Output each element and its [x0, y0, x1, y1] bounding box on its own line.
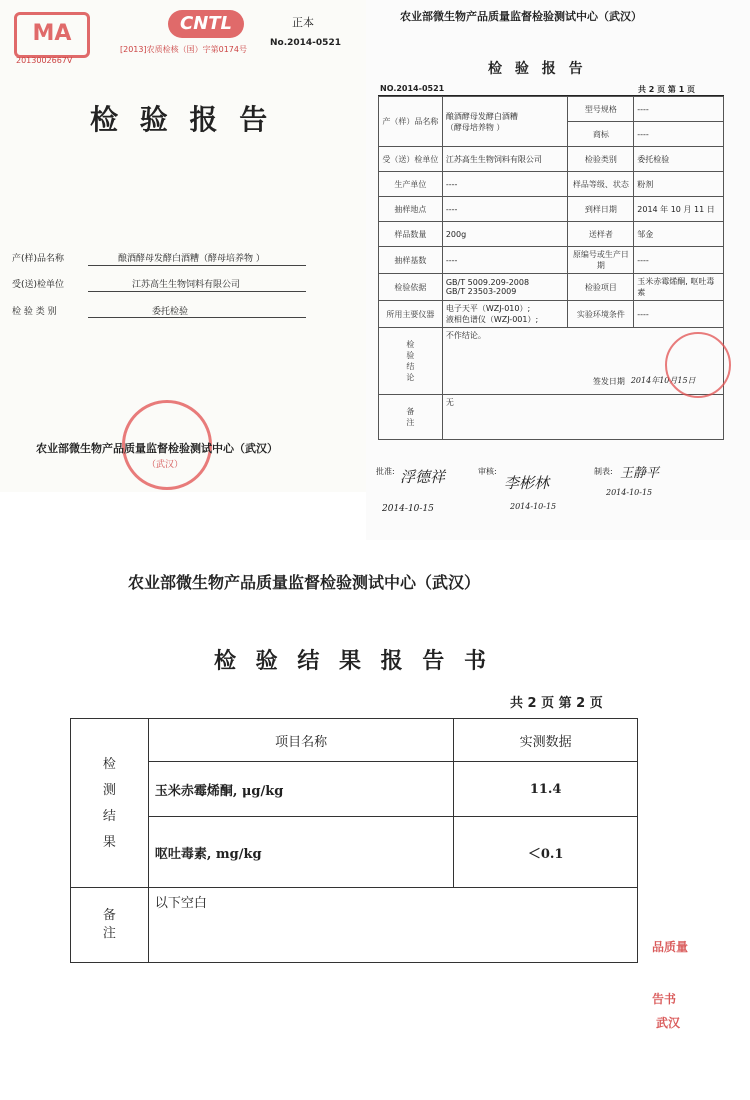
batch-value: ---- [634, 247, 724, 274]
env-label: 实验环境条件 [568, 301, 634, 328]
cover-title: 检 验 报 告 [90, 103, 274, 136]
cover-page [0, 0, 366, 492]
page1-stamp [665, 332, 731, 398]
official-stamp: （武汉） [122, 400, 212, 490]
ma-logo: MA [14, 12, 90, 58]
column-value-header: 实测数据 [454, 719, 638, 762]
maker-date: 2014-10-15 [606, 488, 653, 497]
qty-value: 200g [442, 222, 568, 247]
result-item-1: 玉米赤霉烯酮, μg/kg [148, 762, 453, 817]
report-page-2 [0, 540, 750, 1100]
product-value: 酿酒酵母发酵白酒糟 （酵母培养物 ） [442, 97, 568, 147]
type-label: 检验类别 [568, 147, 634, 172]
basic-info-table [378, 96, 724, 440]
type-value: 委托检验 [634, 147, 724, 172]
page2-title: 检 验 结 果 报 告 书 [214, 649, 492, 674]
results-remark-label: 备 注 [71, 888, 149, 963]
result-value-2: ＜0.1 [454, 817, 638, 888]
approve-date: 2014-10-15 [382, 504, 434, 514]
basis-label: 检验依据 [379, 274, 443, 301]
client-label: 受（送）检单位 [379, 147, 443, 172]
page2-org: 农业部微生物产品质量监督检验测试中心（武汉） [128, 573, 481, 592]
batch-label: 原编号或生产日期 [568, 247, 634, 274]
product-name-value: 酿酒酵母发酵白酒糟（酵母培养物 ） [118, 254, 265, 264]
audit-date: 2014-10-15 [510, 502, 557, 511]
page1-page-info: 共 2 页 第 1 页 [638, 85, 696, 94]
brand-value: ---- [634, 122, 724, 147]
maker-signature: 王静平 [620, 466, 660, 481]
conclusion-value: 不作结论。 [445, 331, 486, 340]
grade-value: 粉剂 [634, 172, 724, 197]
copy-type: 正本 [292, 16, 314, 29]
conclusion-cell [442, 328, 723, 395]
report-page-1 [366, 0, 750, 540]
results-side-label: 检 测 结 果 [71, 719, 149, 888]
conclusion-label: 检 验 结 论 [379, 328, 443, 395]
cover-org: 农业部微生物产品质量监督检验测试中心（武汉） [36, 442, 278, 455]
sign-date-label: 签发日期 [592, 377, 625, 386]
site-value: ---- [442, 197, 568, 222]
results-remark-value: 以下空白 [148, 888, 637, 963]
items-value: 玉米赤霉烯酮, 呕吐毒素 [634, 274, 724, 301]
product-name-label: 产(样)品名称 [12, 254, 65, 264]
date-value: 2014 年 10 月 11 日 [634, 197, 724, 222]
grade-label: 样品等级、状态 [568, 172, 634, 197]
page1-org: 农业部微生物产品质量监督检验测试中心（武汉） [400, 10, 642, 23]
product-label: 产（样）品名称 [379, 97, 443, 147]
audit-label: 审核: [478, 467, 497, 476]
base-value: ---- [442, 247, 568, 274]
remark-value: 无 [442, 395, 723, 440]
client-value: 江苏高生生物饲料有限公司 [442, 147, 568, 172]
base-label: 抽样基数 [379, 247, 443, 274]
producer-label: 生产单位 [379, 172, 443, 197]
test-type-label: 检 验 类 别 [12, 307, 57, 317]
report-number: No.2014-0521 [270, 38, 341, 48]
edge-stamp: 品质量 告书 武汉 [652, 940, 689, 1030]
license-number: [2013]农质检核（国）字第0174号 [120, 45, 247, 54]
model-value: ---- [634, 97, 724, 122]
basis-value: GB/T 5009.209-2008 GB/T 23503-2009 [442, 274, 568, 301]
producer-value: ---- [442, 172, 568, 197]
client-value: 江苏高生生物饲料有限公司 [132, 280, 241, 290]
page1-title: 检 验 报 告 [488, 61, 587, 77]
approve-label: 批准: [376, 467, 395, 476]
page2-page-info: 共 2 页 第 2 页 [510, 696, 603, 711]
date-label: 到样日期 [568, 197, 634, 222]
page1-report-number: NO.2014-0521 [380, 84, 445, 93]
sender-label: 送样者 [568, 222, 634, 247]
env-value: ---- [634, 301, 724, 328]
site-label: 抽样地点 [379, 197, 443, 222]
maker-label: 制表: [594, 467, 613, 476]
sender-value: 邹金 [634, 222, 724, 247]
approve-signature: 浮德祥 [400, 468, 446, 486]
instrument-label: 所用主要仪器 [379, 301, 443, 328]
items-label: 检验项目 [568, 274, 634, 301]
instrument-value: 电子天平（WZJ-010）; 液相色谱仪（WZJ-001）; [442, 301, 568, 328]
brand-label: 商标 [568, 122, 634, 147]
cntl-logo: CNTL [168, 10, 244, 38]
model-label: 型号规格 [568, 97, 634, 122]
sign-date-value: 2014年10月15日 [630, 376, 696, 385]
results-table [70, 718, 638, 963]
ma-code: 2013002667V [16, 56, 73, 65]
result-item-2: 呕吐毒素, mg/kg [148, 817, 453, 888]
client-label: 受(送)检单位 [12, 280, 65, 290]
column-item-header: 项目名称 [148, 719, 453, 762]
test-type-value: 委托检验 [152, 307, 189, 317]
remark-label: 备 注 [379, 395, 443, 440]
result-value-1: 11.4 [454, 762, 638, 817]
qty-label: 样品数量 [379, 222, 443, 247]
audit-signature: 李彬林 [504, 474, 550, 492]
